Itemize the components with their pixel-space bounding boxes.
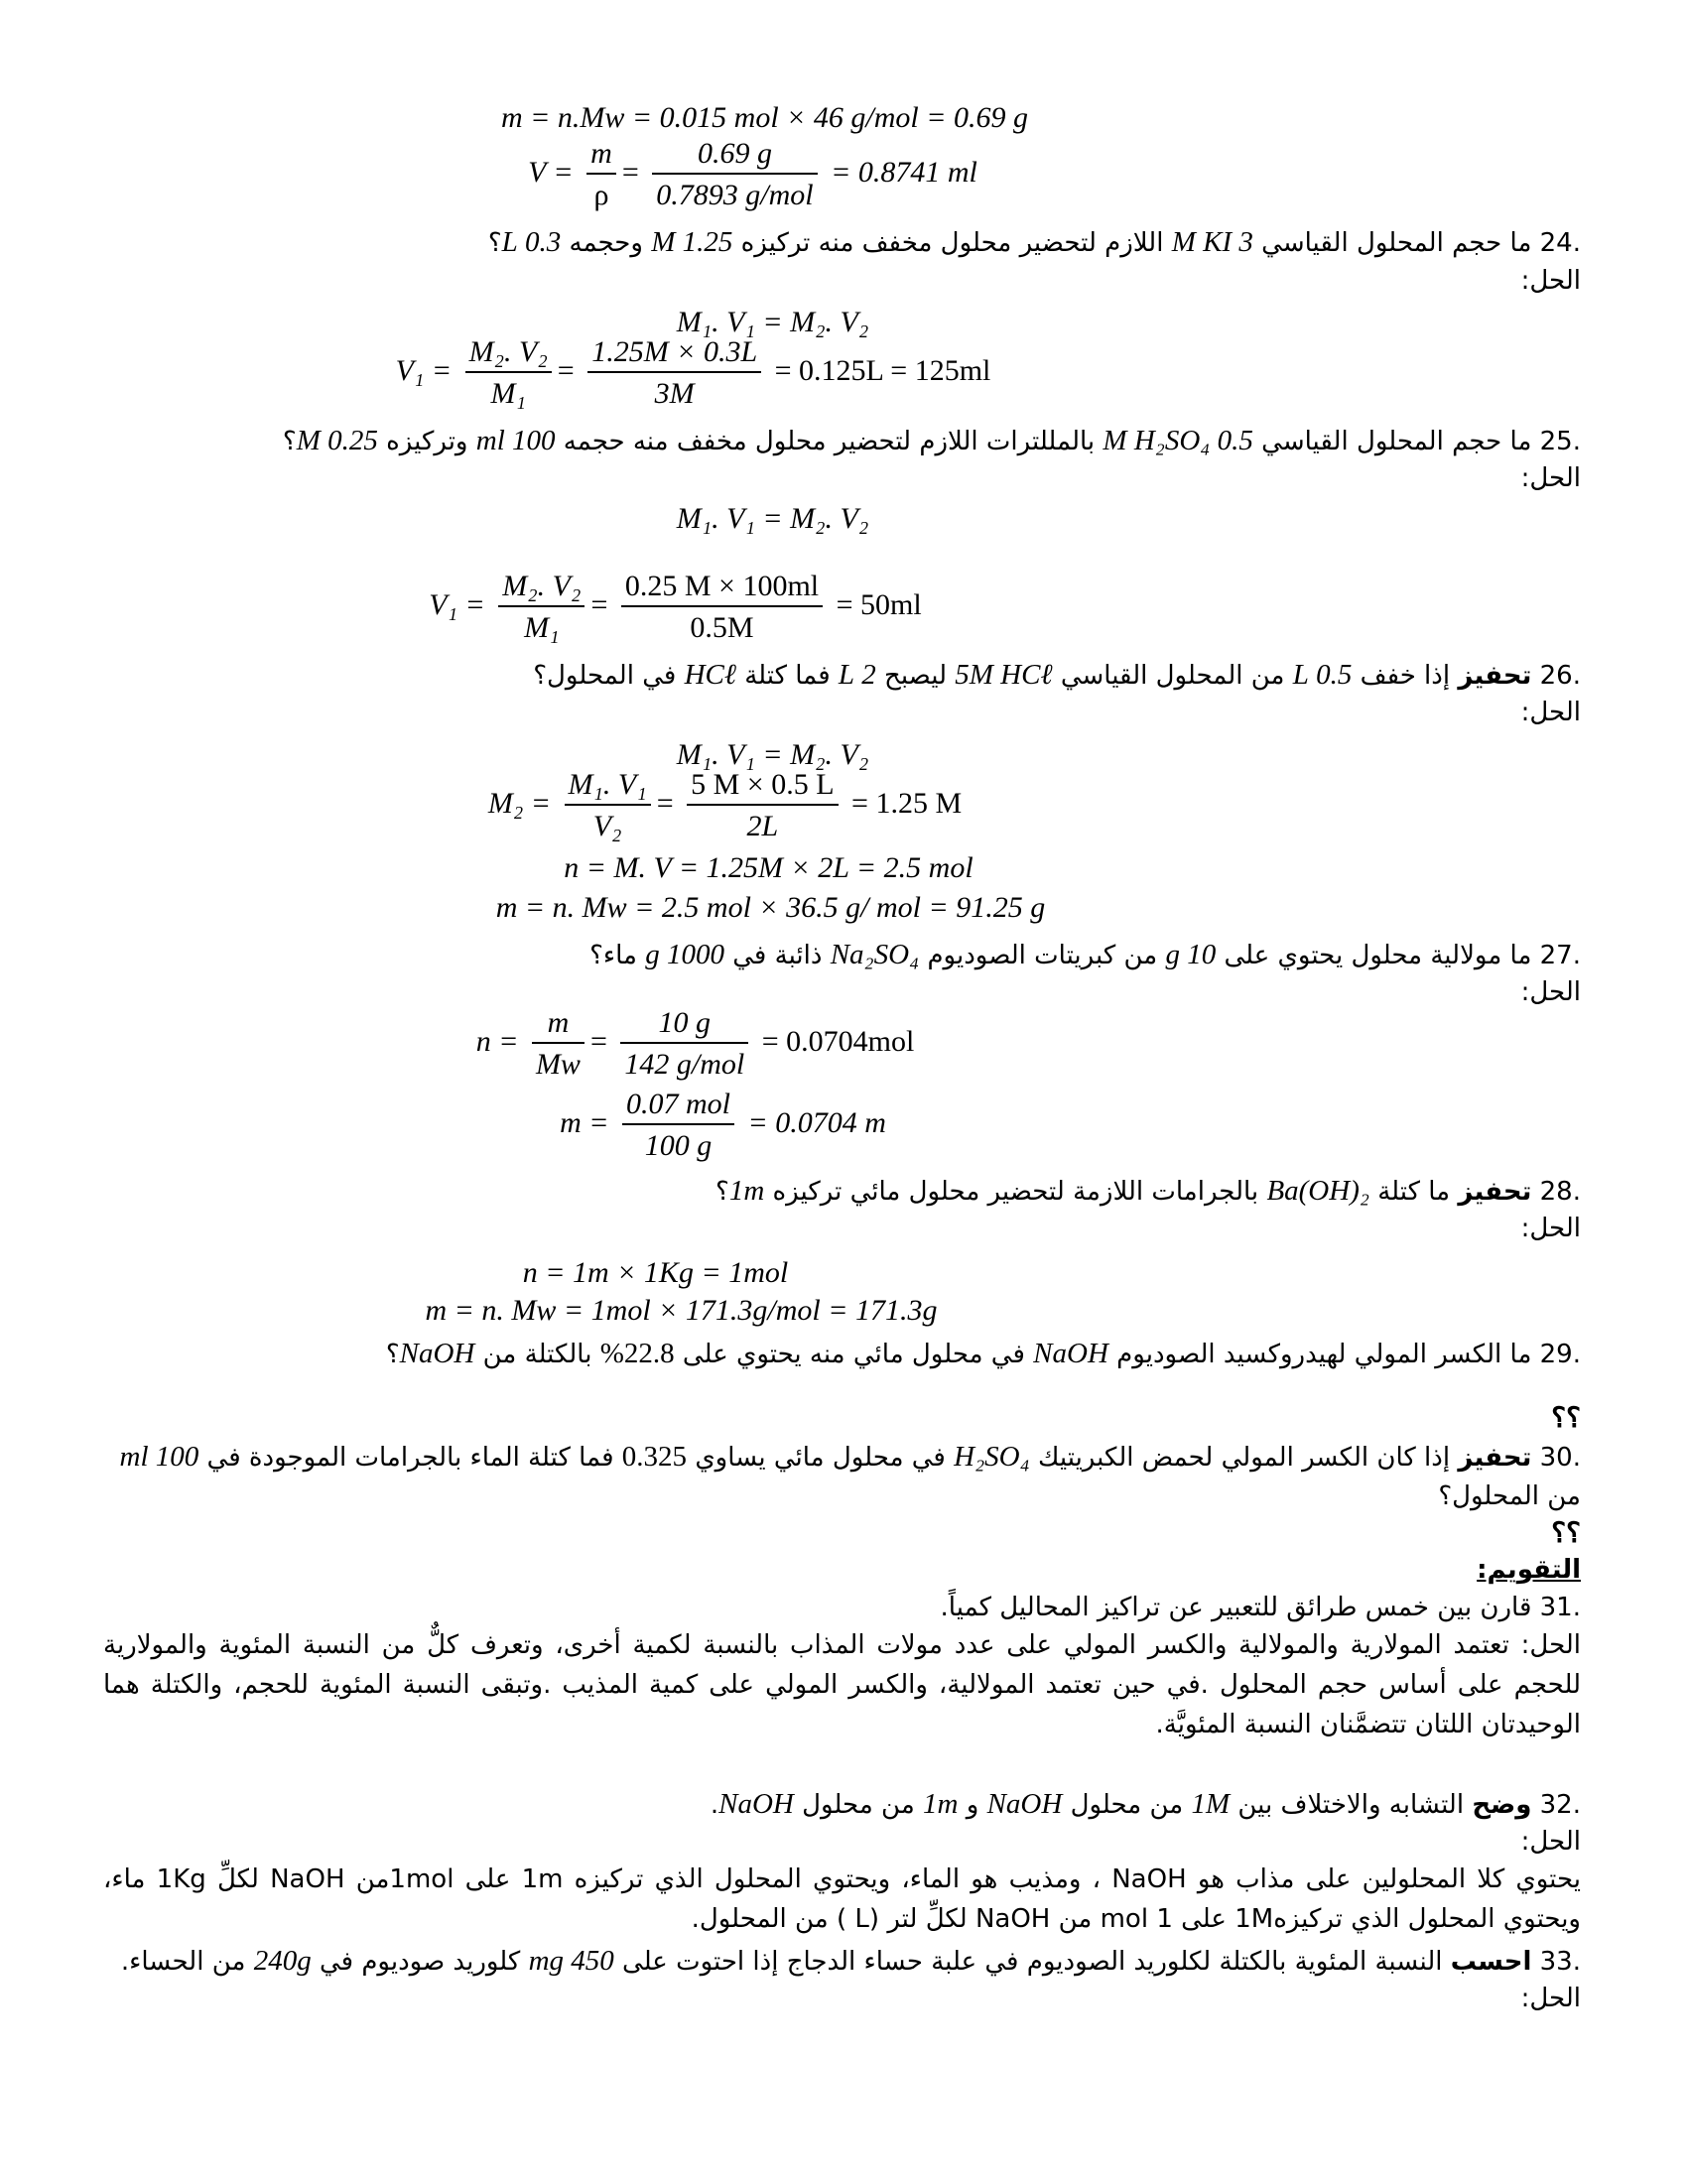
math-inline: 0.325 [621, 1441, 688, 1473]
question-text: وحجمه [569, 228, 643, 258]
question-mark: ؟ [385, 1340, 400, 1369]
math-inline: 0.3 L [501, 226, 562, 258]
fraction [586, 139, 616, 210]
math-inline: NaOH [1033, 1338, 1108, 1369]
numerator: m [586, 139, 616, 175]
fraction [652, 139, 817, 210]
denominator: M₁ [524, 611, 560, 644]
equation-dilution [0, 740, 1617, 770]
question-text: في المحلول؟ [533, 661, 677, 691]
math-inline: 5M HCℓ [955, 659, 1053, 691]
equation-lhs: m = [560, 1105, 609, 1139]
equation-text: m = n. Mw = 1mol × 171.3g/mol = 171.3g [425, 1294, 938, 1327]
question-number: .30 [1539, 1443, 1581, 1473]
fraction [587, 337, 761, 409]
equation-lhs: M₂ = [487, 786, 552, 820]
solution-label: الحل: [1520, 266, 1581, 296]
math-inline: NaOH [718, 1788, 794, 1820]
question-text: ماء؟ [589, 941, 637, 970]
equation-v1: V₁ = $\frac{\text{M₂. V₂}}{\text{M₁}}$ = $\frac{1.25M \times 0.3L}{3M}$ = 0.125L = 125ml [395, 335, 991, 410]
denominator: 100 g [644, 1129, 713, 1162]
math-inline: 2 L [838, 659, 876, 691]
denominator: V₂ [592, 810, 622, 842]
numerator: 0.69 g [652, 139, 817, 175]
equation-text: n = 1m × 1Kg = 1mol [522, 1256, 789, 1289]
solution-label: الحل: [1520, 1214, 1581, 1243]
question-text: قارن بين خمس طرائق للتعبير عن تراكيز المحاليل كمياً. [940, 1593, 1532, 1622]
question-31-answer: الحل: تعتمد المولارية والمولالية والكسر المولي على عدد مولات المذاب بالنسبة لكمية أخرى، وتعرف كلٌّ من النسبة المئوية والمولارية للحجم على أساس حجم المحلول .في حين تعتمد المولالية، والكسر المولي على كمية المذيب .وتبقى النسبة المئوية للحجم، والكتلة هما الوحيدتان اللتان تتضمَّنان النسبة المئويَّة. [103, 1630, 1581, 1739]
question-number: .26 [1539, 661, 1581, 691]
question-mark: ؟ [487, 228, 502, 258]
section-heading: التقويم: [1477, 1555, 1581, 1585]
question-text: من محلول [802, 1790, 915, 1820]
question-33 [121, 1941, 1581, 1982]
numerator: 0.07 mol [622, 1090, 734, 1125]
math-inline: 0.5 M H₂SO₄ [1103, 425, 1253, 456]
fraction [465, 337, 552, 409]
denominator: 2L [746, 810, 779, 842]
question-keyword: وضح [1472, 1790, 1532, 1820]
numerator: M₁. V₁ [565, 770, 651, 806]
denominator: ρ [593, 179, 609, 211]
equation-dilution [0, 504, 1617, 534]
solution-label: الحل: [1520, 698, 1581, 727]
equation-dilution [0, 308, 1617, 337]
question-text: ذائبة في [732, 941, 823, 970]
fraction [687, 770, 838, 841]
equation-mass [0, 1296, 1525, 1326]
question-32 [711, 1784, 1581, 1825]
math-inline: H₂SO₄ [954, 1441, 1030, 1473]
question-text: إذا كان الكسر المولي لحمض الكبريتيك [1037, 1443, 1451, 1473]
equation-rhs: = 0.125L = 125ml [774, 353, 991, 387]
equation-rhs: = 0.0704 m [747, 1105, 886, 1139]
question-text: بالكتلة من [482, 1340, 592, 1369]
equation-moles: n = $\frac{m}{Mw}$ = $\frac{10 g}{\text{142 g/mol}}$ = 0.0704mol [475, 1006, 915, 1081]
numerator: 1.25M × 0.3L [587, 337, 761, 373]
math-inline: 450 mg [528, 1945, 614, 1977]
denominator: 0.5M [690, 611, 754, 644]
math-inline: 0.5 L [1292, 659, 1353, 691]
question-30 [120, 1437, 1581, 1477]
denominator: Mw [535, 1048, 581, 1081]
equation-mass [0, 893, 1615, 923]
denominator: 142 g/mol [624, 1048, 745, 1081]
question-keyword: تحفيز [1458, 661, 1532, 691]
question-keyword: تحفيز [1458, 1443, 1532, 1473]
math-inline: Ba(OH)₂ [1266, 1175, 1369, 1207]
question-text: ما حجم المحلول القياسي [1261, 228, 1532, 258]
question-text: بالمللترات اللازم لتحضير محلول مخفف منه حجمه [563, 427, 1096, 456]
math-inline: 1.25 M [651, 226, 733, 258]
equation-v1: V₁ = $\frac{\text{M₂. V₂}}{\text{M₁}}$ = $\frac{0.25 M \times 100ml}{0.5M}$ = 50ml [429, 570, 922, 644]
equation-text: M₁. V₁ = M₂. V₂ [676, 502, 869, 535]
equation-moles [0, 853, 1613, 883]
question-text: اللازم لتحضير محلول مخفف منه تركيزه [740, 228, 1164, 258]
question-text: و [966, 1790, 979, 1820]
question-30-line2: من المحلول؟ [1438, 1481, 1581, 1511]
denominator: M₁ [490, 377, 526, 410]
question-text: من محلول [1070, 1790, 1184, 1820]
solution-label: الحل: [1520, 977, 1581, 1007]
equation-rhs: = 0.0704mol [761, 1024, 915, 1058]
answer-placeholder: ؟؟ [1551, 1403, 1581, 1434]
question-28 [715, 1171, 1581, 1212]
numerator: M₂. V₂ [498, 572, 584, 607]
numerator: 5 M × 0.5 L [687, 770, 838, 806]
question-text: وتركيزه [386, 427, 468, 456]
denominator: 0.7893 g/mol [656, 179, 814, 211]
math-inline: NaOH [986, 1788, 1063, 1820]
math-inline: 240g [253, 1945, 312, 1977]
math-inline: 1M [1191, 1788, 1231, 1820]
question-24 [488, 222, 1581, 263]
math-inline: 22.8% [599, 1338, 675, 1369]
question-29 [386, 1334, 1581, 1374]
equation-lhs: V₁ = [429, 587, 485, 621]
equation-rhs: = 1.25 M [851, 786, 963, 820]
solution-label: الحل: [1520, 463, 1581, 493]
question-text: من كبريتات الصوديوم [927, 941, 1158, 970]
equation-lhs: V = [528, 155, 574, 189]
equation-lhs: n = [475, 1024, 519, 1058]
numerator: 0.25 M × 100ml [621, 572, 823, 607]
question-number: .25 [1539, 427, 1581, 456]
question-text: من الحساء. [120, 1947, 246, 1977]
question-25 [283, 421, 1581, 461]
answer-placeholder: ؟؟ [1551, 1518, 1581, 1549]
equation-moles [0, 1258, 1499, 1288]
equation-text: n = M. V = 1.25M × 2L = 2.5 mol [564, 851, 974, 884]
numerator: m [532, 1008, 584, 1044]
question-number: .33 [1539, 1947, 1581, 1977]
question-keyword: تحفيز [1458, 1177, 1532, 1207]
question-text: ما كتلة [1377, 1177, 1451, 1207]
question-text: ما حجم المحلول القياسي [1261, 427, 1532, 456]
equation-volume: V = $\frac{m}{\rho}$ = $\frac{0.69 g}{\text{0.7893 g/mol}}$ = 0.8741 ml [528, 137, 977, 211]
question-text: ما مولالية محلول يحتوي على [1224, 941, 1532, 970]
math-inline: 1000 g [645, 939, 724, 970]
question-number: .29 [1539, 1340, 1581, 1369]
question-27 [589, 935, 1581, 975]
equation-text: m = n.Mw = 0.015 mol × 46 g/mol = 0.69 g [501, 101, 1028, 134]
question-text: من المحلول القياسي [1060, 661, 1285, 691]
punctuation: . [710, 1790, 719, 1820]
math-inline: 3 M KI [1171, 226, 1253, 258]
numerator: M₂. V₂ [465, 337, 552, 373]
question-text: النسبة المئوية بالكتلة لكلوريد الصوديوم في علبة حساء الدجاج إذا احتوت على [622, 1947, 1443, 1977]
math-inline: HCℓ [684, 659, 736, 691]
equation-lhs: V₁ = [395, 353, 453, 387]
solution-label: الحل: [1520, 1827, 1581, 1857]
question-number: .31 [1539, 1593, 1581, 1622]
question-text: التشابه والاختلاف بين [1237, 1790, 1465, 1820]
equation-rhs: = 0.8741 ml [831, 155, 977, 189]
question-text: بالجرامات اللازمة لتحضير محلول مائي تركيزه [772, 1177, 1259, 1207]
fraction [498, 572, 584, 643]
question-text: فما كتلة الماء بالجرامات الموجودة في [206, 1443, 614, 1473]
question-text: في محلول مائي يساوي [695, 1443, 946, 1473]
fraction [622, 1090, 734, 1161]
math-inline: NaOH [399, 1338, 475, 1369]
solution-label: الحل: [1520, 1984, 1581, 2013]
question-number: .24 [1539, 228, 1581, 258]
question-text: كلوريد صوديوم في [319, 1947, 521, 1977]
question-text: فما كتلة [744, 661, 831, 691]
numerator: 10 g [620, 1008, 748, 1044]
fraction [621, 572, 823, 643]
math-inline: 100 ml [119, 1441, 199, 1473]
equation-molality [0, 1090, 1567, 1161]
question-number: .27 [1539, 941, 1581, 970]
equation-mass [0, 103, 1609, 133]
math-inline: 100 ml [475, 425, 556, 456]
equation-text: m = n. Mw = 2.5 mol × 36.5 g/ mol = 91.25 g [495, 891, 1046, 924]
equation-rhs: = 50ml [836, 587, 922, 621]
question-text: ليصبح [884, 661, 947, 691]
equation-text: M₁. V₁ = M₂. V₂ [676, 306, 869, 338]
fraction [620, 1008, 748, 1080]
question-mark: ؟ [715, 1177, 729, 1207]
denominator: 3M [654, 377, 695, 410]
math-inline: 1m [923, 1788, 959, 1820]
fraction [532, 1008, 584, 1080]
question-31 [941, 1588, 1581, 1627]
equation-m2: M₂ = $\frac{\text{M₁. V₁}}{\text{V₂}}$ = $\frac{5 M \times 0.5 L}{2L}$ = 1.25 M [487, 768, 963, 842]
question-number: .28 [1539, 1177, 1581, 1207]
question-text: في محلول مائي منه يحتوي على [682, 1340, 1025, 1369]
math-inline: 1m [728, 1175, 765, 1207]
math-inline: 10 g [1165, 939, 1217, 970]
question-number: .32 [1539, 1790, 1581, 1820]
question-keyword: احسب [1450, 1947, 1532, 1977]
question-mark: ؟ [282, 427, 297, 456]
question-text: ما الكسر المولي لهيدروكسيد الصوديوم [1116, 1340, 1532, 1369]
question-26 [533, 655, 1581, 696]
fraction [565, 770, 651, 841]
math-inline: 0.25 M [296, 425, 378, 456]
question-text: إذا خفف [1360, 661, 1451, 691]
math-inline: Na₂SO₄ [830, 939, 920, 970]
equation-text: M₁. V₁ = M₂. V₂ [676, 738, 869, 771]
question-32-answer: يحتوي كلا المحلولين على مذاب هو NaOH ، ومذيب هو الماء، ويحتوي المحلول الذي تركيزه 1m على 1molمن NaOH لكلِّ 1Kg ماء، ويحتوي المحلول الذي تركيزه1M على 1 mol من NaOH لكلِّ لتر (L ) من المحلول. [103, 1864, 1582, 1934]
